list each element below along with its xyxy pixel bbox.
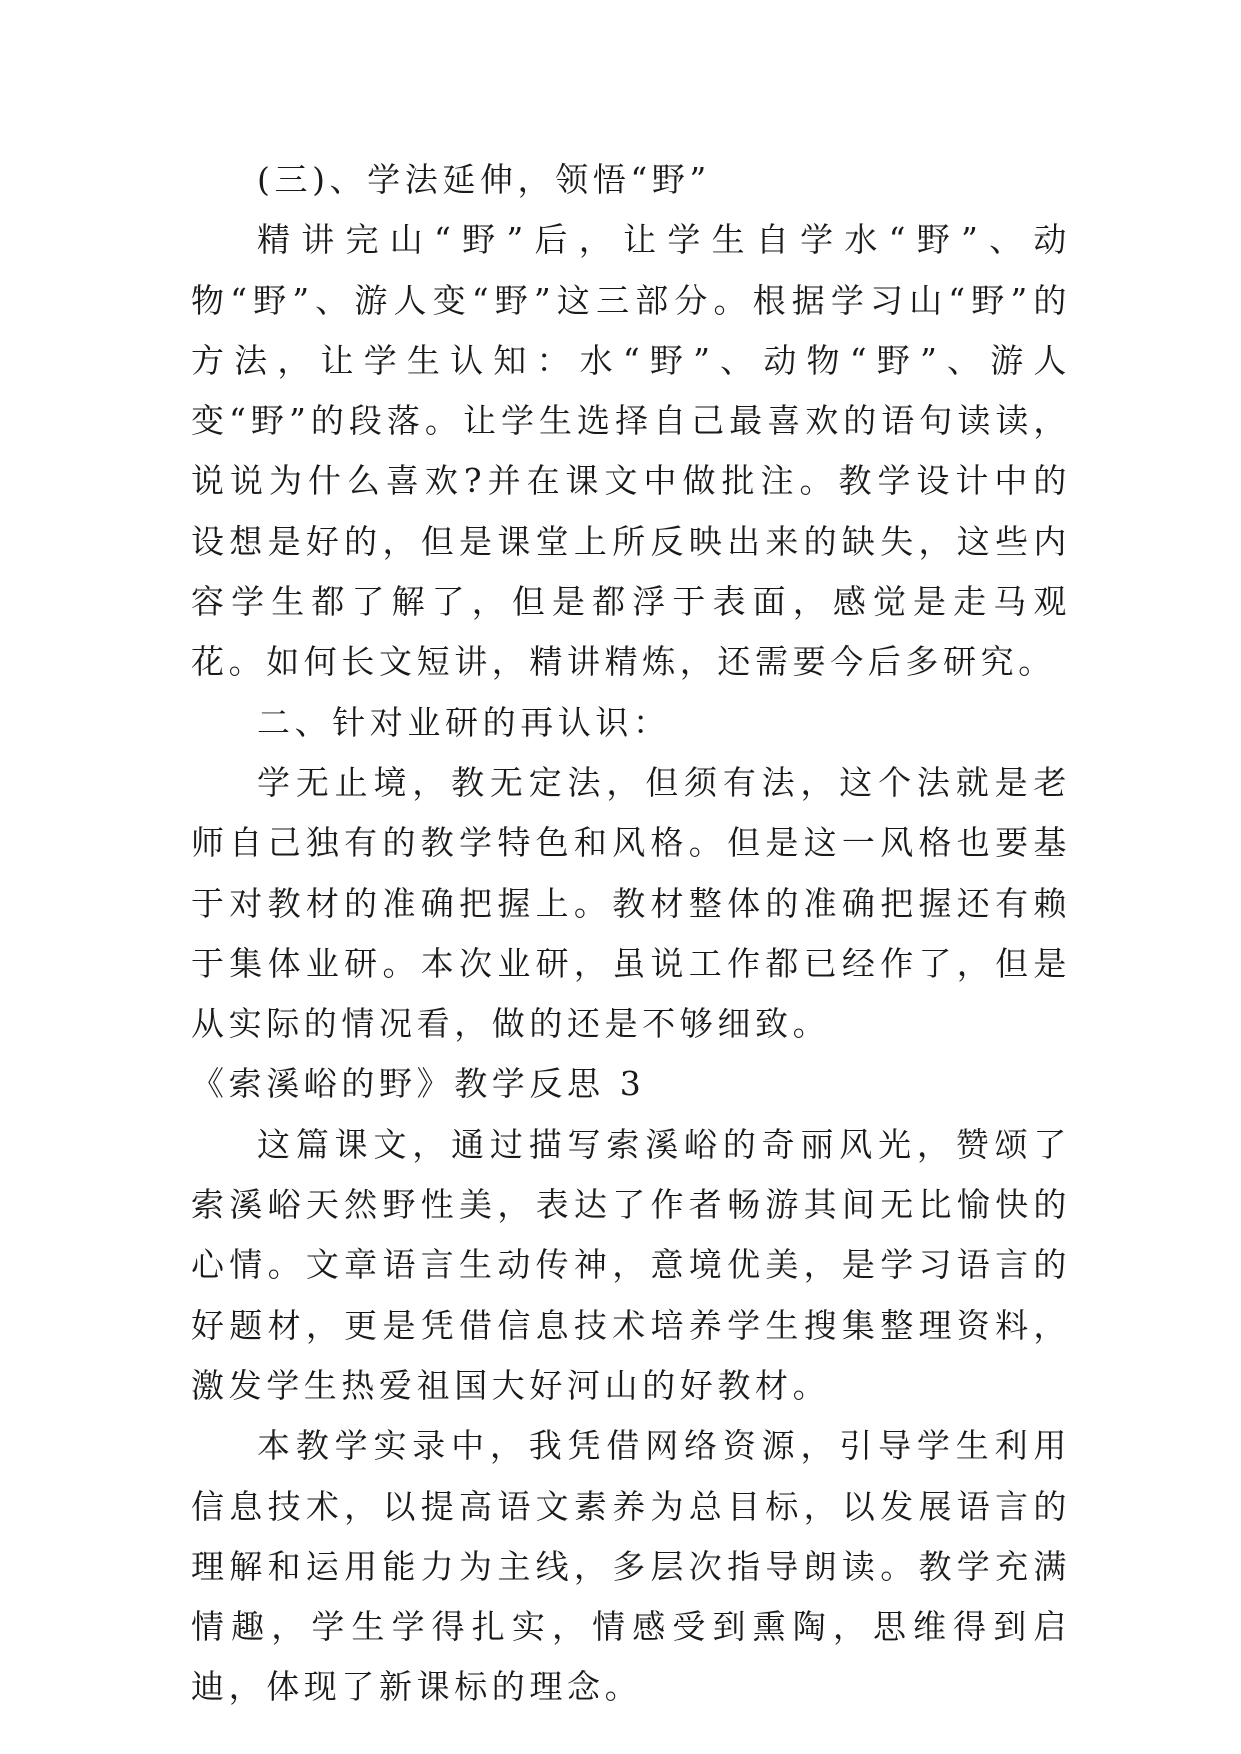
paragraph-research-reflection: 学无止境，教无定法，但须有法，这个法就是老师自己独有的教学特色和风格。但是这一风格也要基于对教材的准确把握上。教材整体的准确把握还有赖于集体业研。本次业研，虽说工作都已经作了，但是从实际的情况看，做的还是不够细致。: [191, 762, 1071, 1044]
paragraph-essay3-teaching: 本教学实录中，我凭借网络资源，引导学生利用信息技术，以提高语文素养为总目标，以发展语言的理解和运用能力为主线，多层次指导朗读。教学充满情趣，学生学得扎实，情感受到熏陶，思维得到启迪，体现了新课标的理念。: [191, 1426, 1071, 1707]
paragraph-section3-body: 精讲完山“野”后，让学生自学水“野”、动物“野”、游人变“野”这三部分。根据学习山“野”的方法，让学生认知：水“野”、动物“野”、游人变“野”的段落。让学生选择自己最喜欢的语句读读，说说为什么喜欢?并在课文中做批注。教学设计中的设想是好的，但是课堂上所反映出来的缺失，这些内容学生都了解了，但是都浮于表面，感觉是走马观花。如何长文短讲，精讲精炼，还需要今后多研究。: [191, 220, 1071, 682]
section-heading-research-reflection: 二、针对业研的再认识：: [257, 702, 671, 742]
essay-title: 《索溪峪的野》教学反思 3: [191, 1064, 646, 1104]
document-body: [191, 150, 1071, 1718]
paragraph-essay3-intro: 这篇课文，通过描写索溪峪的奇丽风光，赞颂了索溪峪天然野性美，表达了作者畅游其间无比愉快的心情。文章语言生动传神，意境优美，是学习语言的好题材，更是凭借信息技术培养学生搜集整理资料，激发学生热爱祖国大好河山的好教材。: [191, 1124, 1071, 1405]
section-heading-learning-extension: (三)、学法延伸，领悟“野”: [257, 160, 711, 199]
